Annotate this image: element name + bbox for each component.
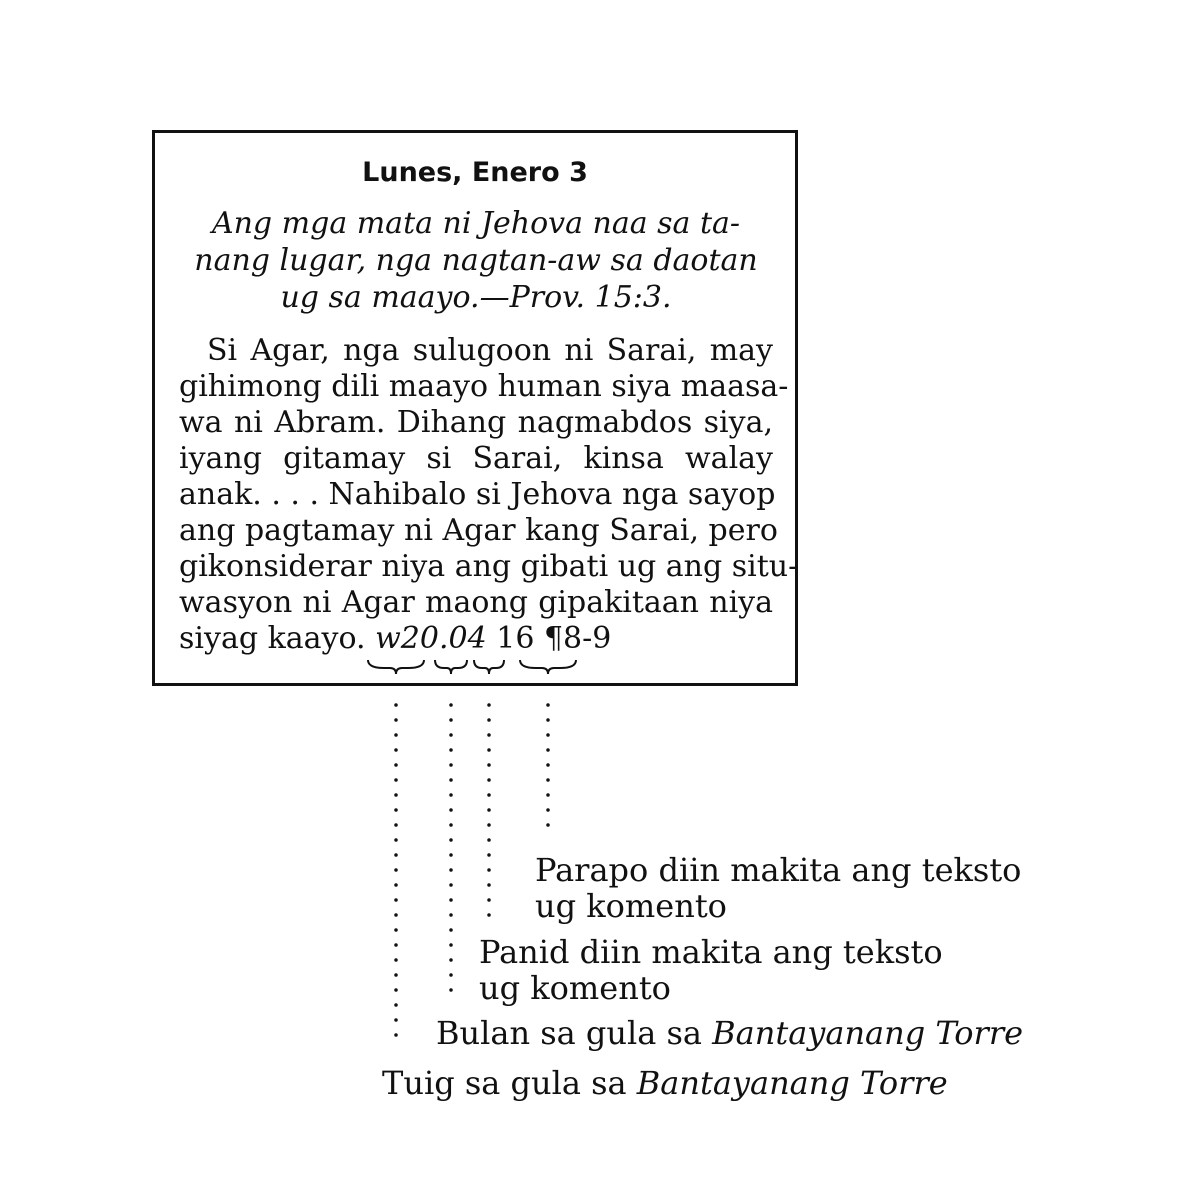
year-brace — [368, 660, 424, 674]
year-label — [382, 1065, 948, 1101]
comment-line: anak. . . . Nahibalo si Jehova nga sayop — [179, 477, 776, 512]
month-label — [436, 1015, 1023, 1051]
day-heading: Lunes, Enero 3 — [362, 157, 588, 188]
paragraph-label — [535, 852, 1021, 924]
month-label-prefix: Bulan sa gula sa — [436, 1014, 713, 1052]
comment-line: ang pagtamay ni Agar kang Sarai, pero — [179, 513, 778, 548]
verse-line: ug sa maayo.—Prov. 15:3. — [280, 280, 672, 315]
page-label-line: ug komento — [479, 969, 671, 1007]
comment-line: wasyon ni Agar maong gipakitaan niya — [179, 585, 773, 620]
comment-line: iyang gitamay si Sarai, kinsa walay — [179, 441, 773, 476]
page-brace — [474, 660, 504, 674]
citation-paragraphs: ¶8-9 — [543, 621, 612, 656]
paragraph-label-line: ug komento — [535, 887, 727, 925]
paragraph-label-line: Parapo diin makita ang teksto — [535, 851, 1022, 889]
citation-month: .04 — [438, 621, 487, 656]
page-label-line: Panid diin makita ang teksto — [479, 933, 943, 971]
citation-publication: w — [375, 621, 401, 656]
year-label-magazine: Bantayanang Torre — [636, 1064, 948, 1102]
month-label-magazine: Bantayanang Torre — [712, 1014, 1024, 1052]
month-brace — [435, 660, 467, 674]
citation-year: 20 — [400, 621, 439, 656]
comment-line: gihimong dili maayo human siya maasa- — [179, 369, 789, 404]
citation-braces — [368, 660, 576, 674]
comment-line: Si Agar, nga sulugoon ni Sarai, may — [207, 333, 773, 368]
verse-line: nang lugar, nga nagtan-aw sa daotan — [194, 243, 758, 278]
citation-page: 16 — [496, 621, 535, 656]
comment-tail: siyag kaayo. — [179, 621, 366, 656]
page-label — [479, 934, 943, 1006]
comment-line: wa ni Abram. Dihang nagmabdos siya, — [179, 405, 773, 440]
paragraph-brace — [520, 660, 576, 674]
comment-line: gikonsiderar niya ang gibati ug ang situ- — [179, 549, 799, 584]
verse-line: Ang mga mata ni Jehova naa sa ta- — [211, 206, 741, 241]
year-label-prefix: Tuig sa gula sa — [382, 1064, 637, 1102]
